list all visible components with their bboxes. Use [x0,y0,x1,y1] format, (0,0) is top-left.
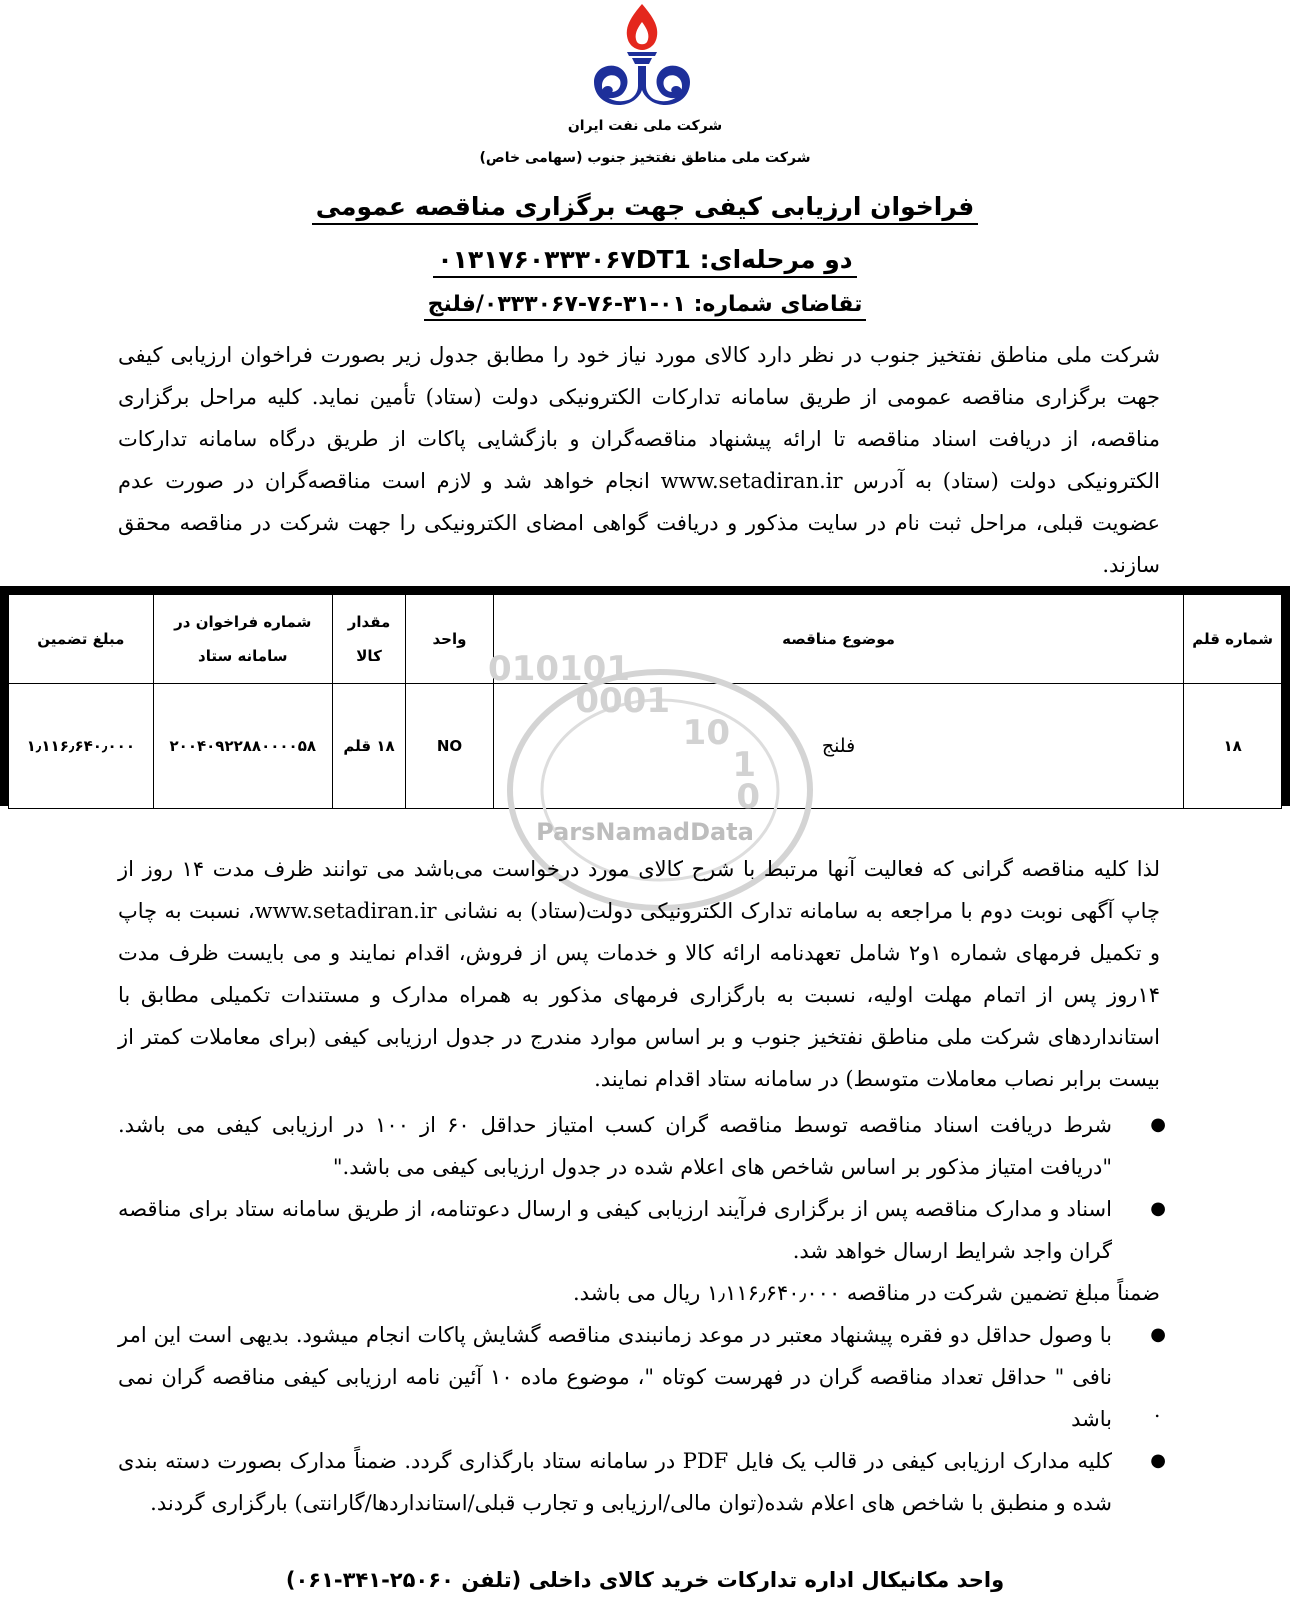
header-item-no: شماره قلم [1184,595,1282,684]
stray-period: . [1154,1398,1161,1422]
header-setad-no: شماره فراخوان در سامانه ستاد [153,595,332,684]
items-table-frame [0,586,1290,806]
nioc-logo-icon [580,0,705,110]
bullet-opening-text: با وصول حداقل دو فقره پیشنهاد معتبر در موعد زمانبندی مناقصه گشایش پاکات انجام میشود. بدیهی است این امر نافی " حداقل تعداد مناقصه گران در فهرست کوتاه "، موضوع ماده ۱۰ آئین نامه ارزیابی کیفی مناقصه گران نمی باشد [118,1323,1112,1431]
company-name-nisoc: شرکت ملی مناطق نفتخیز جنوب (سهامی خاص) [479,150,811,166]
request-number-text: تقاضای شماره: ۰۱-۳۱-۷۶-۰۳۳۳۰۶۷/فلنج [424,292,867,321]
stage-number [0,245,1290,274]
bullet-pdf-upload-text: کلیه مدارک ارزیابی کیفی در قالب یک فایل PDF در سامانه ستاد بارگذاری گردد. ضمناً مدارک بصورت دسته بندی شده و منطبق با شاخص های اعلام شده(توان مالی/ارزیابی و تجارب قبلی/استانداردها/گارانتی) بارگزاری گردند. [118,1449,1113,1515]
table-row [9,684,1282,809]
request-number [0,292,1290,317]
bullet-documents-text: اسناد و مدارک مناقصه پس از برگزاری فرآیند ارزیابی کیفی و ارسال دعوتنامه، از طریق سامانه ستاد برای مناقصه گران واجد شرایط ارسال خواهد شد. [118,1197,1112,1263]
header-quantity: مقدار کالا [332,595,405,684]
bullet-dot-icon: ● [1150,1198,1166,1219]
guarantee-amount-text: ضمناً مبلغ تضمین شرکت در مناقصه ۱٫۱۱۶٫۶۴۰٫۰۰۰ ریال می باشد. [573,1281,1160,1305]
header-unit: واحد [406,595,494,684]
svg-text:010101: 010101 [488,649,630,689]
cell-setad-no: ۲۰۰۴۰۹۲۲۸۸۰۰۰۰۵۸ [153,684,332,809]
bullet-documents [118,1188,1166,1272]
items-table [8,594,1282,809]
bullet-pdf-upload [118,1440,1166,1524]
notice-title [0,192,1290,221]
body-paragraph: لذا کلیه مناقصه گرانی که فعالیت آنها مرتبط با شرح کالای مورد درخواست می‌باشد می توانند ظرف مدت ۱۴ روز از چاپ آگهی نوبت دوم با مراجعه به سامانه تدارک الکترونیکی دولت(ستاد) به نشانی www.setadiran.ir، نسبت به چاپ و تکمیل فرمهای شماره ۱و۲ شامل تعهدنامه ارائه کالا و خدمات پس از فروش، اقدام نمایند و می بایست ظرف مدت ۱۴روز پس از اتمام مهلت اولیه، نسبت به بارگزاری فرمهای مذکور به همراه مدارک و مستندات تکمیلی مطابق با استانداردهای شرکت ملی مناطق نفتخیز جنوب و بر اساس موارد مندرج در جدول ارزیابی کیفی (برای معاملات کمتر از بیست برابر نصاب معاملات متوسط) در سامانه ستاد اقدام نمایند. [118,857,1161,1091]
cell-item-no: ۱۸ [1184,684,1282,809]
header-subject: موضوع مناقصه [493,595,1183,684]
header-guarantee: مبلغ تضمین [9,595,154,684]
bullet-dot-icon: ● [1150,1114,1166,1135]
cell-guarantee: ۱٫۱۱۶٫۶۴۰٫۰۰۰ [9,684,154,809]
cell-unit: NO [406,684,494,809]
bullet-min-score [118,1104,1166,1188]
cell-subject: فلنج [493,684,1183,809]
stage-number-text: دو مرحله‌ای: ۰۱۳۱۷۶۰۳۳۳۰۶۷DT1 [433,245,856,278]
table-header-row [9,595,1282,684]
guarantee-amount-line [118,1272,1160,1314]
svg-text:1: 1 [732,745,756,785]
bullet-dot-icon: ● [1150,1450,1166,1471]
notice-title-text: فراخوان ارزیابی کیفی جهت برگزاری مناقصه عمومی [312,192,979,225]
bullet-min-score-text: شرط دریافت اسناد مناقصه توسط مناقصه گران کسب امتیاز حداقل ۶۰ از ۱۰۰ در ارزیابی کیفی می باشد. "دریافت امتیاز مذکور بر اساس شاخص های اعلام شده در جدول ارزیابی کیفی می باشد." [118,1113,1113,1179]
company-name-nioc: شرکت ملی نفت ایران [567,118,723,134]
bullet-dot-icon: ● [1150,1324,1166,1345]
svg-text:10: 10 [682,713,730,753]
watermark-brand: ParsNamadData [536,818,754,846]
footer-contact: واحد مکانیکال اداره تدارکات خرید کالای داخلی (تلفن ۲۵۰۶۰-۳۴۱-۰۶۱) [285,1568,1005,1592]
svg-text:0: 0 [736,777,760,817]
bullet-opening [118,1314,1166,1440]
svg-text:0001: 0001 [575,681,670,721]
cell-quantity: ۱۸ قلم [332,684,405,809]
intro-paragraph: شرکت ملی مناطق نفتخیز جنوب در نظر دارد کالای مورد نیاز خود را مطابق جدول زیر بصورت فراخوان ارزیابی کیفی جهت برگزاری مناقصه عمومی از طریق سامانه تدارکات الکترونیکی دولت (ستاد) تأمین نماید. کلیه مراحل برگزاری مناقصه، از دریافت اسناد مناقصه تا ارائه پیشنهاد مناقصه‌گران و بازگشایی پاکات از طریق درگاه سامانه تدارکات الکترونیکی دولت (ستاد) به آدرس www.setadiran.ir انجام خواهد شد و لازم است مناقصه‌گران در صورت عدم عضویت قبلی، مراحل ثبت نام در سایت مذکور و دریافت گواهی امضای الکترونیکی را جهت شرکت در مناقصه محقق سازند. [118,343,1160,577]
